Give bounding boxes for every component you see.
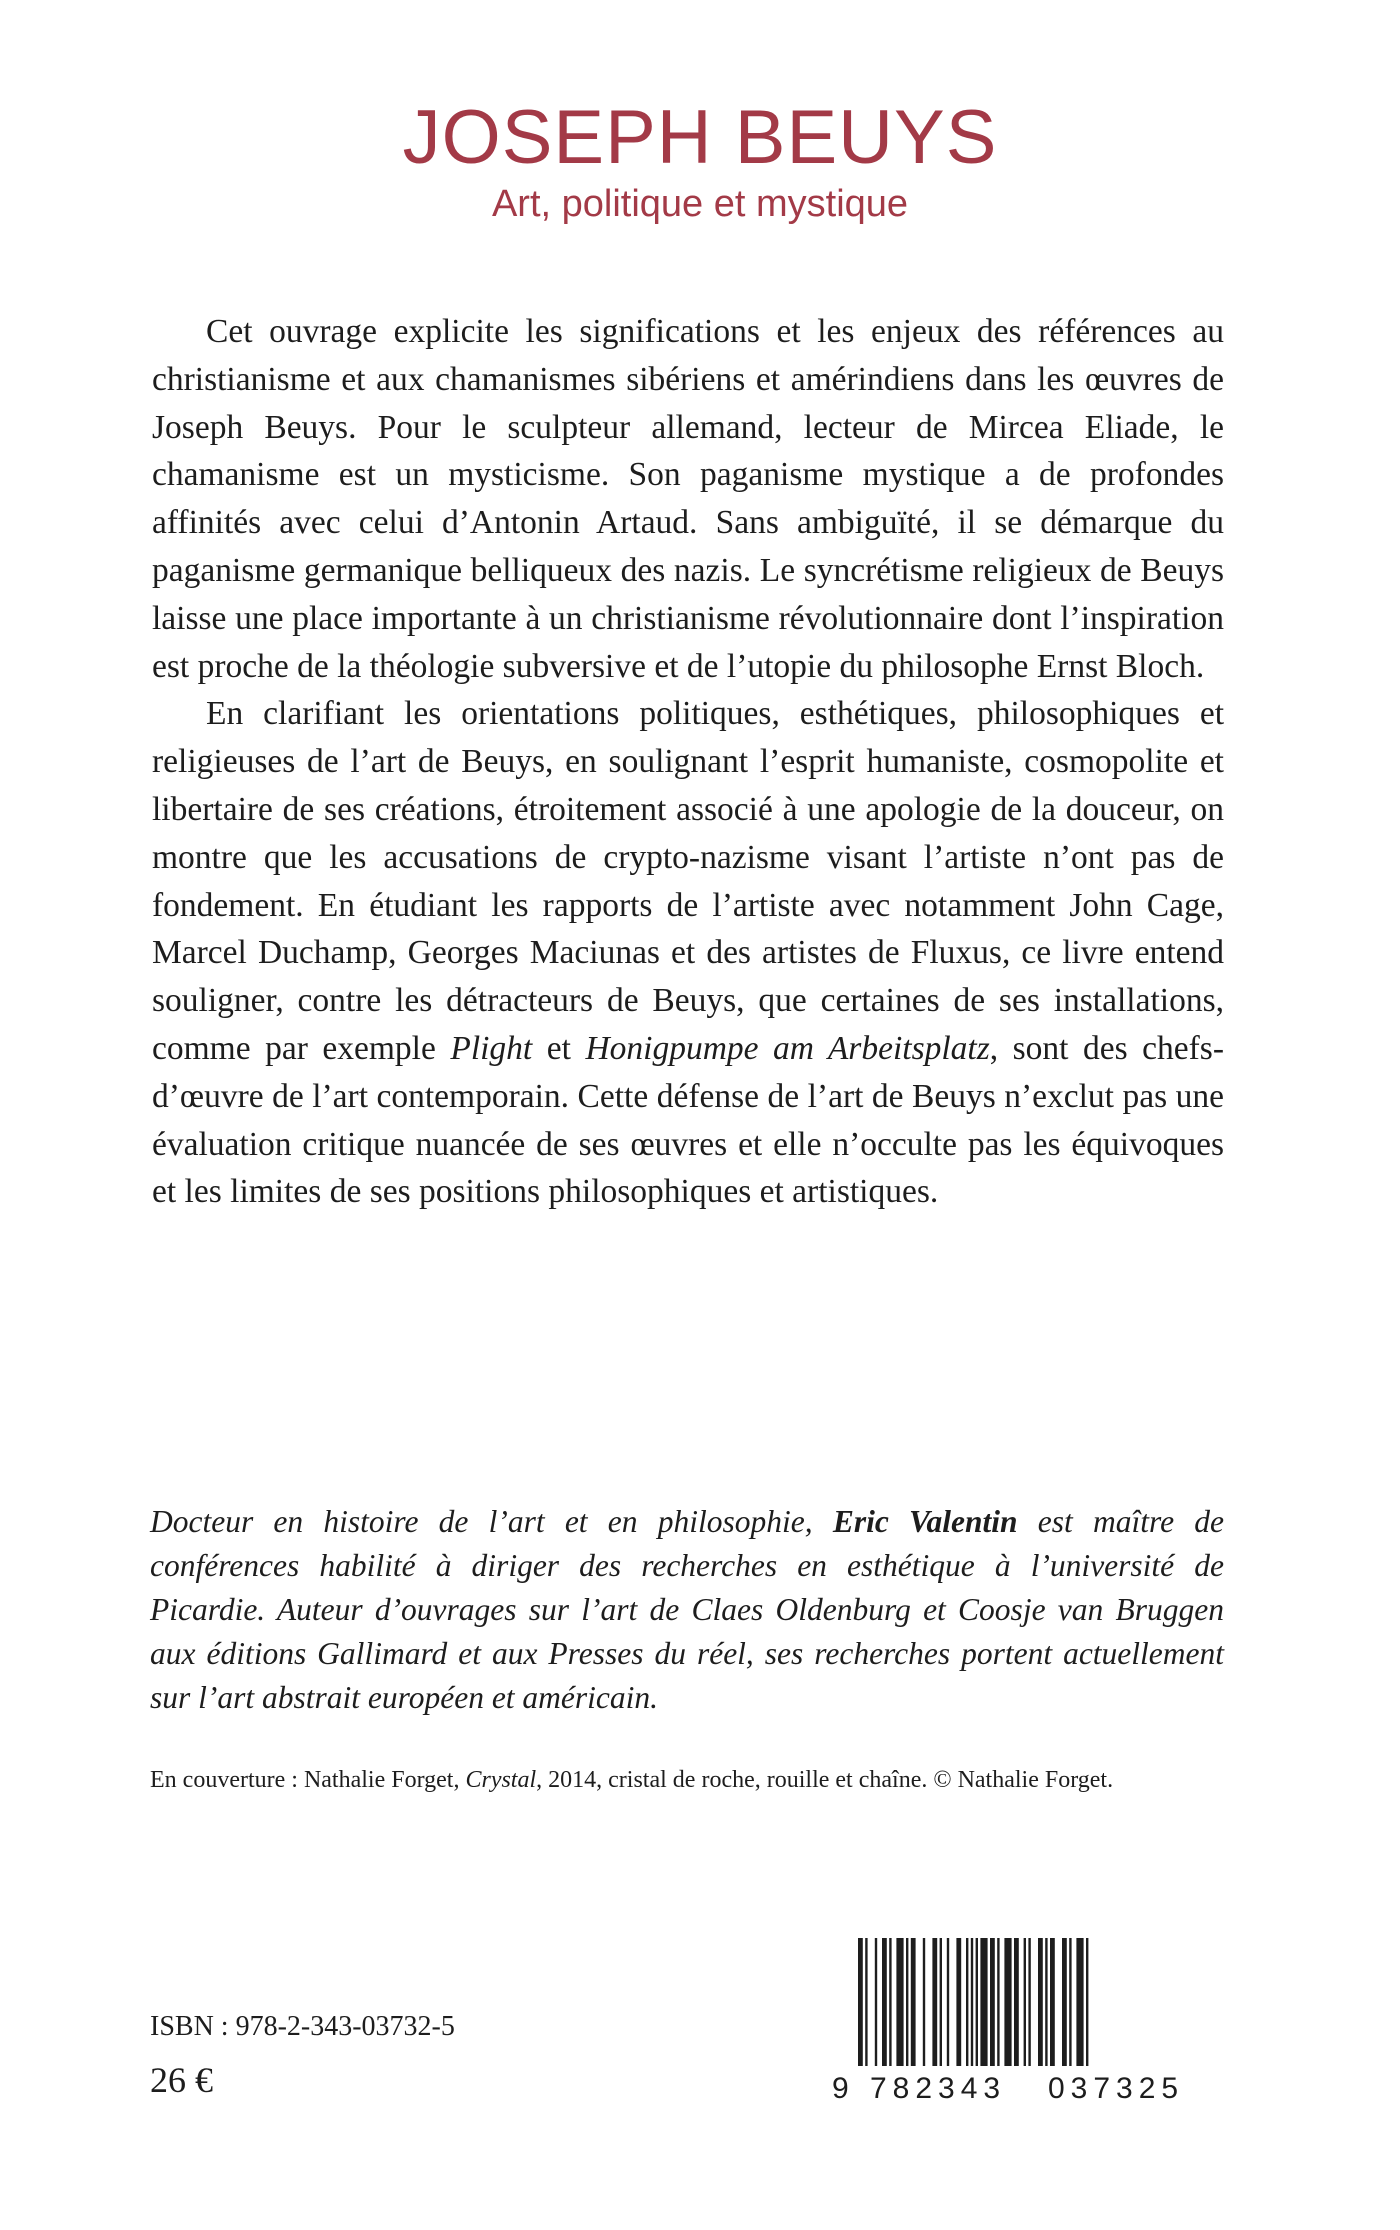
barcode-bar <box>947 1938 949 2066</box>
artwork-title: Plight <box>450 1029 533 1067</box>
barcode-bar <box>906 1938 908 2066</box>
barcode-bar <box>971 1938 973 2066</box>
book-description <box>152 308 1224 1216</box>
barcode-bar <box>956 1938 961 2066</box>
barcode-bar <box>1004 1938 1011 2066</box>
barcode-digits-right: 037325 <box>1048 2072 1185 2103</box>
barcode-bar <box>1024 1938 1026 2066</box>
barcode-bar <box>865 1938 867 2066</box>
barcode-lead-digit: 9 <box>832 2072 849 2103</box>
barcode-bar <box>1069 1938 1071 2066</box>
barcode-bar <box>1062 1938 1067 2066</box>
text-run: En clarifiant les orientations politiques, esthétiques, philosophiques et religieuses de l’art de Beuys, en soulignant l’esprit humaniste, cosmopolite et libertaire de ses créations, étroitement associé à une apologie de la douceur, on montre que les accusations de crypto-nazisme visant l’artiste n’ont pas de fondement. En étudiant les rapports de l’artiste avec notamment John Cage, Marcel Duchamp, Georges Maciunas et des artistes de Fluxus, ce livre entend souligner, contre les détracteurs de Beuys, que certaines de ses installations, comme par exemple <box>152 695 1224 1067</box>
barcode-bar <box>980 1938 987 2066</box>
barcode-bar <box>1028 1938 1030 2066</box>
barcode-bar <box>858 1938 863 2066</box>
barcode-bar <box>990 1938 995 2066</box>
text-run: Docteur en histoire de l’art et en philosophie, <box>150 1504 833 1539</box>
price: 26 € <box>150 2060 213 2100</box>
barcode-bar <box>923 1938 925 2066</box>
barcode-bar <box>1038 1938 1043 2066</box>
barcode-bar <box>1050 1938 1055 2066</box>
barcode <box>830 1938 1240 2103</box>
barcode-bar <box>932 1938 937 2066</box>
barcode-bar <box>976 1938 978 2066</box>
description-paragraph <box>152 690 1224 1216</box>
author-name: Eric Valentin <box>832 1504 1018 1539</box>
barcode-bar <box>882 1938 887 2066</box>
barcode-digits-left: 782343 <box>870 2072 1007 2103</box>
barcode-bar <box>896 1938 903 2066</box>
isbn: ISBN : 978-2-343-03732-5 <box>150 2011 455 2042</box>
description-paragraph: Cet ouvrage explicite les significations et les enjeux des références au christianisme et aux chamanismes sibériens et amérindiens dans les œuvres de Joseph Beuys. Pour le sculpteur allemand, lecteur de Mircea Eliade, le chamanisme est un mysticisme. Son paganisme mystique a de profondes affinités avec celui d’Antonin Artaud. Sans ambiguïté, il se démarque du paganisme germanique belliqueux des nazis. Le syncrétisme religieux de Beuys laisse une place importante à un christianisme révolutionnaire dont l’inspiration est proche de la théologie subversive et de l’utopie du philosophe Ernst Bloch. <box>152 313 1224 685</box>
book-title: JOSEPH BEUYS <box>402 95 998 180</box>
barcode-bars <box>858 1938 1088 2066</box>
text-run: En couverture : Nathalie Forget, <box>150 1767 466 1793</box>
artwork-title: Honigpumpe am Arbeitsplatz <box>585 1029 990 1067</box>
barcode-bar <box>966 1938 968 2066</box>
barcode-bar <box>911 1938 916 2066</box>
cover-credit <box>150 1764 1250 1796</box>
barcode-bar <box>875 1938 877 2066</box>
barcode-bar <box>1045 1938 1047 2066</box>
barcode-bar <box>1076 1938 1083 2066</box>
text-run: , sont des chefs-d’œuvre de l’art contemporain. Cette défense de l’art de Beuys n’exclut pas une évaluation critique nuancée de ses œuvres et elle n’occulte pas les équivoques et les limites de ses positions philosophiques et artistiques. <box>152 1029 1224 1211</box>
book-subtitle: Art, politique et mystique <box>491 183 909 225</box>
barcode-bar <box>889 1938 891 2066</box>
barcode-bar <box>940 1938 942 2066</box>
barcode-bar <box>1014 1938 1019 2066</box>
text-run: et <box>532 1029 586 1067</box>
author-bio <box>150 1500 1224 1720</box>
text-run: est maître de conférences habilité à diriger des recherches en esthétique à l’université de Picardie. Auteur d’ouvrages sur l’art de Claes Oldenburg et Coosje van Bruggen aux éditions Gallimard et aux Presses du réel, ses recherches portent actuellement sur l’art abstrait européen et américain. <box>150 1504 1225 1715</box>
barcode-bar <box>1086 1938 1088 2066</box>
barcode-bar <box>997 1938 999 2066</box>
artwork-title: Crystal <box>465 1767 537 1793</box>
text-run: , 2014, cristal de roche, rouille et chaîne. © Nathalie Forget. <box>536 1767 1114 1793</box>
